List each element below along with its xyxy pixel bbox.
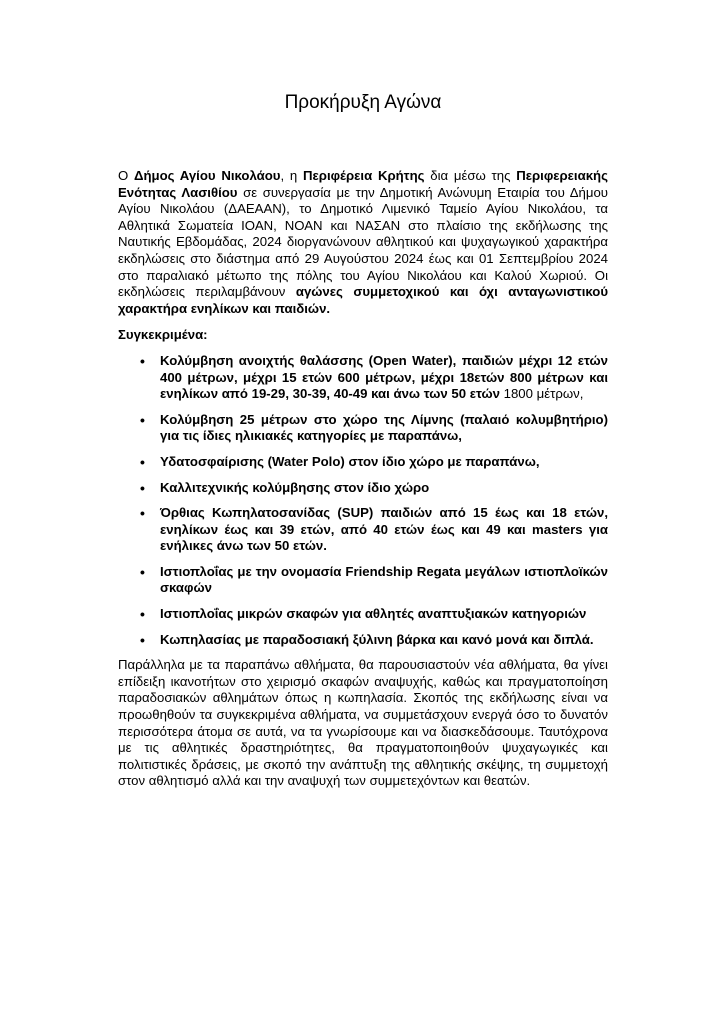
list-item-artistic-swimming: • Καλλιτεχνικής κολύμβησης στον ίδιο χώρο: [160, 480, 608, 497]
list-item-open-water: [160, 353, 608, 403]
document-page: [118, 92, 608, 790]
intro-paragraph: [118, 168, 608, 317]
intro-games-character: αγώνες συμμετοχικού και όχι ανταγωνιστικού χαρακτήρα ενηλίκων και παιδιών.: [118, 284, 609, 316]
subheading: Συγκεκριμένα:: [118, 327, 208, 343]
events-list: [118, 353, 608, 648]
list-item-friendship-regata: • Ιστιοπλοΐας με την ονομασία Friendship Regata μεγάλων ιστιοπλοϊκών σκαφών: [160, 564, 608, 597]
intro-text-4: σε συνεργασία με την Δημοτική Ανώνυμη Εταιρία του Δήμου Αγίου Νικολάου (ΔΑΕΑΑΝ), το Δημοτικό Λιμενικό Ταμείο Αγίου Νικολάου, τα Αθλητικά Σωματεία ΙΟΑΝ, ΝΟΑΝ και ΝΑΣΑΝ στο πλαίσιο της εκδήλωσης της Ναυτικής Εβδομάδας, 2024 διοργανώνουν αθλητικού και ψυχαγωγικού χαρακτήρα εκδηλώσεις στο διάστημα από 29 Αυγούστου 2024 έως και 01 Σεπτεμβρίου 2024 στο παραλιακό μέτωπο της πόλης του Αγίου Νικολάου και Καλού Χωριού. Οι εκδηλώσεις περιλαμβάνουν: [118, 184, 608, 300]
open-water-distance: 1800 μέτρων,: [499, 386, 584, 402]
list-item-rowing: • Κωπηλασίας με παραδοσιακή ξύλινη βάρκα και κανό μονά και διπλά.: [160, 632, 608, 649]
intro-text-1: Ο: [118, 168, 135, 183]
list-item-water-polo: • Υδατοσφαίρισης (Water Polo) στον ίδιο χώρο με παραπάνω,: [160, 454, 608, 471]
list-item-lake-swimming: • Κολύμβηση 25 μέτρων στο χώρο της Λίμνης (παλαιό κολυμβητήριο) για τις ίδιες ηλικιακές κατηγορίες με παραπάνω,: [160, 412, 608, 445]
intro-regional-unit: Περιφερειακής Ενότητας Λασιθίου: [118, 168, 608, 200]
document-title: Προκήρυξη Αγώνα: [284, 92, 442, 113]
list-item-small-boat-sailing: • Ιστιοπλοΐας μικρών σκαφών για αθλητές αναπτυξιακών κατηγοριών: [160, 606, 608, 623]
list-item-sup: • Όρθιας Κωπηλατοσανίδας (SUP) παιδιών από 15 έως και 18 ετών, ενηλίκων έως και 39 ετών, από 40 ετών έως και 49 και masters για ενήλικες άνω των 50 ετών.: [160, 505, 608, 555]
closing-paragraph: Παράλληλα με τα παραπάνω αθλήματα, θα παρουσιαστούν νέα αθλήματα, θα γίνει επίδειξη ικανοτήτων στο χειρισμό σκαφών αναψυχής, καθώς και πραγματοποίηση παραδοσιακών αθλημάτων όπως η κωπηλασία. Σκοπός της εκδήλωσης είναι να προωθηθούν τα συγκεκριμένα αθλήματα, να συμμετάσχουν ενεργά όσο το δυνατόν περισσότερα άτομα σε αυτά, να τα γνωρίσουμε και να διασκεδάσουμε. Ταυτόχρονα με τις αθλητικές δραστηριότητες, θα πραγματοποιηθούν ψυχαγωγικές και πολιτιστικές δράσεις, με σκοπό την ανάπτυξη της αθλητικής σκέψης, τη συμμετοχή στον αθλητισμό αλλά και την αναψυχή των συμμετεχόντων και θεατών.: [118, 657, 608, 789]
intro-text-3: δια μέσω της: [424, 168, 517, 183]
intro-municipality: Δήμος Αγίου Νικολάου: [134, 168, 281, 183]
intro-text-2: , η: [280, 168, 304, 183]
intro-region: Περιφέρεια Κρήτης: [303, 168, 425, 183]
open-water-text: Κολύμβηση ανοιχτής θαλάσσης (Open Water), παιδιών μέχρι 12 ετών 400 μέτρων, μέχρι 15 ετών 600 μέτρων, μέχρι 18ετών 800 μέτρων και ενηλίκων από 19-29, 30-39, 40-49 και άνω των 50 ετών: [160, 352, 608, 402]
